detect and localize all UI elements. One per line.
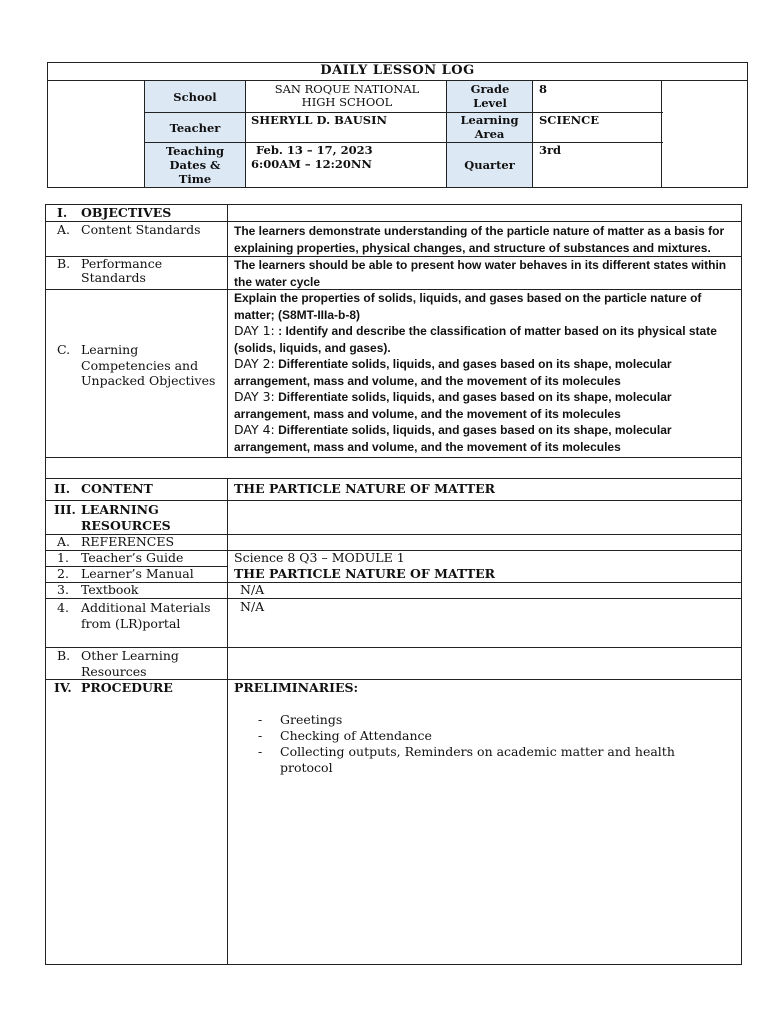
main-col-divider-top xyxy=(227,204,228,457)
header-vline-4 xyxy=(532,80,533,188)
resources-num: III. xyxy=(54,502,76,517)
dates-line-1: Feb. 13 – 17, 2023 xyxy=(256,143,373,157)
lm-row-label xyxy=(57,567,194,581)
day-2-objective xyxy=(234,356,739,389)
additional-value: N/A xyxy=(240,599,265,614)
prelim-item-attendance: - Checking of Attendance xyxy=(256,728,726,744)
textbook-num: 3. xyxy=(57,582,69,597)
textbook-label: Textbook xyxy=(81,582,139,597)
content-std-row-label xyxy=(57,223,201,237)
content-heading xyxy=(54,482,153,496)
content-value: THE PARTICLE NATURE OF MATTER xyxy=(234,481,496,496)
references-num: A. xyxy=(57,534,71,549)
competency-row-label xyxy=(57,342,222,389)
perf-std-text: The learners should be able to present how water behaves in its different states within the water cycle xyxy=(234,258,727,289)
content-std-text: The learners demonstrate understanding of the particle nature of matter as a basis for explaining properties, physical changes, and structure of substances and mixtures. xyxy=(234,224,725,255)
teacher-label: Teacher xyxy=(169,121,221,135)
teacher-value: SHERYLL D. BAUSIN xyxy=(251,113,387,127)
resources-heading xyxy=(54,502,224,533)
grade-label: Grade Level xyxy=(470,82,510,110)
day-4-label: DAY 4: xyxy=(234,422,275,437)
hline-lm xyxy=(45,582,742,583)
additional-num: 4. xyxy=(57,600,69,615)
content-std-num: A. xyxy=(57,222,71,237)
content-num: II. xyxy=(54,481,71,496)
preliminaries-heading: PRELIMINARIES: xyxy=(234,680,359,695)
tg-label: Teacher’s Guide xyxy=(81,550,184,565)
hline-textbook xyxy=(45,598,742,599)
content-std-label: Content Standards xyxy=(81,222,201,237)
content-label: CONTENT xyxy=(81,481,153,496)
other-row-label xyxy=(57,648,222,679)
textbook-value: N/A xyxy=(240,582,265,597)
day-2-text: Differentiate solids, liquids, and gases based on its shape, molecular arrangement, mass and volume, and the movement of its molecules xyxy=(234,357,672,388)
school-label: School xyxy=(173,90,217,104)
day-1-label: DAY 1: xyxy=(234,323,275,338)
hline-content xyxy=(45,500,742,501)
textbook-row-label xyxy=(57,583,138,597)
area-label: Learning Area xyxy=(460,113,519,141)
lm-num: 2. xyxy=(57,566,69,581)
other-num: B. xyxy=(57,648,71,663)
competency-num: C. xyxy=(57,342,71,357)
hline-blank-row xyxy=(45,478,742,479)
dates-line-2: 6:00AM – 12:20NN xyxy=(251,157,372,171)
objectives-heading xyxy=(57,206,171,220)
references-label: REFERENCES xyxy=(81,534,175,549)
prelim-item-outputs: - Collecting outputs, Reminders on academic matter and health protocol xyxy=(256,744,726,776)
lm-label: Learner’s Manual xyxy=(81,566,194,581)
grade-value: 8 xyxy=(539,82,548,96)
school-value: SAN ROQUE NATIONAL HIGH SCHOOL xyxy=(274,82,420,109)
tg-value: Science 8 Q3 – MODULE 1 xyxy=(234,550,405,565)
day-4-objective xyxy=(234,422,739,455)
tg-row-label xyxy=(57,551,183,565)
hline-competencies xyxy=(45,457,742,458)
procedure-label: PROCEDURE xyxy=(81,680,173,695)
day-3-text: Differentiate solids, liquids, and gases based on its shape, molecular arrangement, mass and volume, and the movement of its molecules xyxy=(234,390,672,421)
competency-label: Learning Competencies and Unpacked Objectives xyxy=(81,342,216,388)
additional-row-label xyxy=(57,600,222,631)
header-vline-2 xyxy=(245,80,246,188)
preliminaries-list xyxy=(256,712,726,776)
quarter-value: 3rd xyxy=(539,143,562,157)
competency-text xyxy=(234,290,739,455)
preliminaries-list-box xyxy=(256,712,726,776)
references-row xyxy=(57,535,174,549)
day-3-objective xyxy=(234,389,739,422)
day-2-label: DAY 2: xyxy=(234,356,275,371)
resources-label: LEARNING RESOURCES xyxy=(81,502,171,533)
competency-intro: Explain the properties of solids, liquids, and gases based on the particle nature of matter; (S8MT-IIIa-b-8) xyxy=(234,291,702,322)
objectives-label: OBJECTIVES xyxy=(81,205,172,220)
objectives-num: I. xyxy=(57,205,68,220)
day-4-text: Differentiate solids, liquids, and gases based on its shape, molecular arrangement, mass and volume, and the movement of its molecules xyxy=(234,423,672,454)
quarter-label: Quarter xyxy=(464,158,515,172)
day-1-text: : Identify and describe the classification of matter based on its physical state (solids, liquids, and gases). xyxy=(234,324,717,355)
header-vline-5 xyxy=(661,80,662,188)
procedure-heading xyxy=(54,681,173,695)
main-col-divider-bottom xyxy=(227,478,228,965)
day-1-objective xyxy=(234,323,739,356)
lm-value: THE PARTICLE NATURE OF MATTER xyxy=(234,566,496,581)
day-3-label: DAY 3: xyxy=(234,389,275,404)
other-label: Other Learning Resources xyxy=(81,648,179,679)
procedure-num: IV. xyxy=(54,680,72,695)
perf-std-num: B. xyxy=(57,256,71,271)
area-value: SCIENCE xyxy=(539,113,600,127)
log-title: DAILY LESSON LOG xyxy=(320,63,475,78)
additional-label: Additional Materials from (LR)portal xyxy=(81,600,211,631)
perf-std-row-label xyxy=(57,257,222,285)
tg-num: 1. xyxy=(57,550,69,565)
perf-std-label: Performance Standards xyxy=(81,256,163,285)
dates-label: Teaching Dates & Time xyxy=(165,144,225,186)
prelim-item-greetings: - Greetings xyxy=(256,712,726,728)
header-hline-2 xyxy=(144,142,663,143)
